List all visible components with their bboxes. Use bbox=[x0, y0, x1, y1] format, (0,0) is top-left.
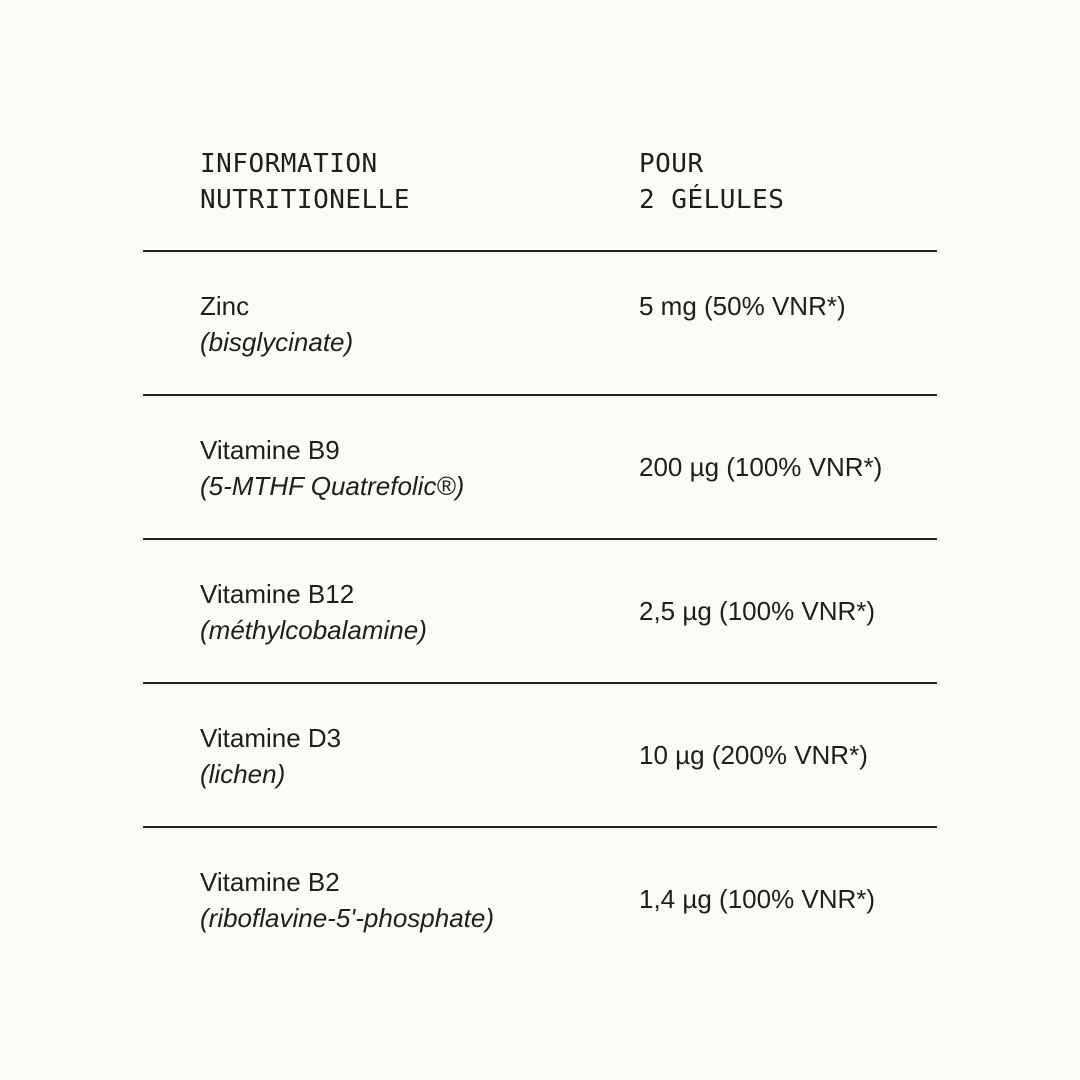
table-header bbox=[143, 146, 937, 252]
nutrient-cell bbox=[200, 288, 353, 360]
header-right-line2: 2 GÉLULES bbox=[639, 185, 785, 215]
nutrient-source: (lichen) bbox=[200, 759, 286, 789]
nutrient-amount: 1,4 µg (100% VNR*) bbox=[639, 884, 876, 914]
nutrient-amount: 5 mg (50% VNR*) bbox=[639, 291, 846, 321]
nutrient-name: Zinc bbox=[200, 291, 250, 321]
nutrient-cell bbox=[200, 576, 427, 648]
nutrient-name: Vitamine D3 bbox=[200, 723, 342, 753]
header-right-line1: POUR bbox=[639, 149, 704, 179]
table-row bbox=[143, 252, 937, 396]
nutrient-cell bbox=[200, 720, 341, 792]
table-row bbox=[143, 828, 937, 972]
header-left-line2: NUTRITIONELLE bbox=[200, 185, 410, 215]
nutrient-name: Vitamine B2 bbox=[200, 867, 340, 897]
table-row bbox=[143, 540, 937, 684]
nutrient-source: (bisglycinate) bbox=[200, 327, 354, 357]
nutrient-amount: 2,5 µg (100% VNR*) bbox=[639, 596, 876, 626]
nutrient-amount: 200 µg (100% VNR*) bbox=[639, 452, 883, 482]
header-nutrition-info bbox=[200, 146, 410, 218]
table-row bbox=[143, 684, 937, 828]
table-row bbox=[143, 396, 937, 540]
nutrient-name: Vitamine B9 bbox=[200, 435, 340, 465]
nutrient-cell bbox=[200, 864, 494, 936]
nutrient-source: (5-MTHF Quatrefolic®) bbox=[200, 471, 465, 501]
nutrient-cell bbox=[200, 432, 464, 504]
header-left-line1: INFORMATION bbox=[200, 149, 378, 179]
nutrition-table bbox=[143, 146, 937, 972]
header-per-serving bbox=[639, 146, 784, 218]
nutrient-amount: 10 µg (200% VNR*) bbox=[639, 740, 868, 770]
nutrient-source: (méthylcobalamine) bbox=[200, 615, 427, 645]
nutrient-name: Vitamine B12 bbox=[200, 579, 355, 609]
nutrient-source: (riboflavine-5'-phosphate) bbox=[200, 903, 495, 933]
